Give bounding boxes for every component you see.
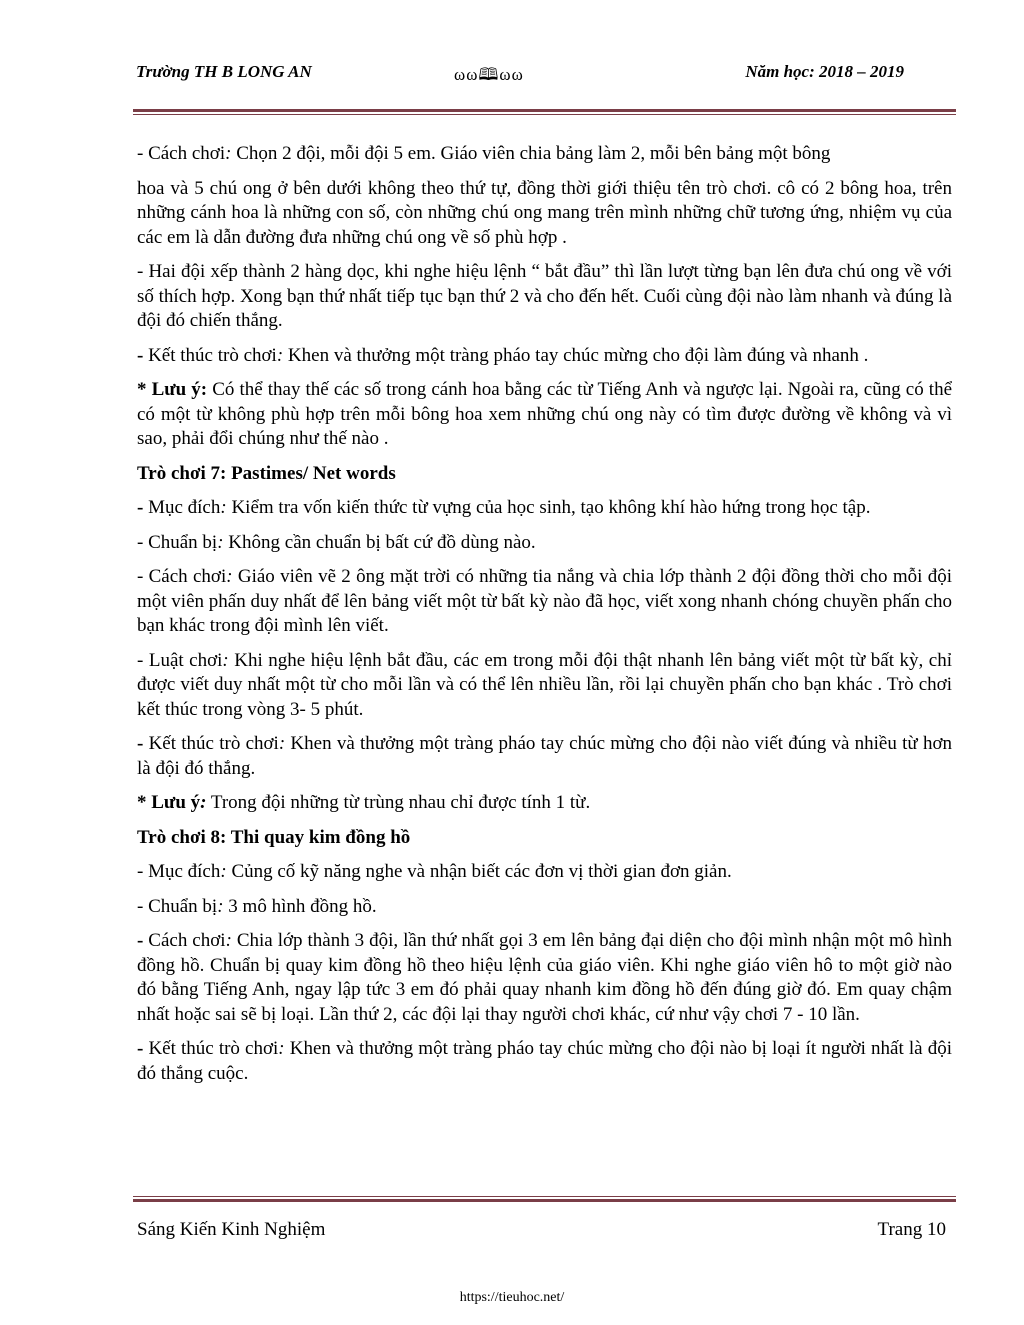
colon: :: [217, 531, 224, 553]
text: 3 mô hình đồng hồ.: [223, 895, 377, 917]
page-body: [137, 142, 952, 1096]
source-url: https://tieuhoc.net/: [459, 1290, 565, 1305]
paragraph-12: [137, 895, 952, 920]
paragraph-13: [137, 929, 952, 1027]
text: Khen và thưởng một tràng pháo tay chúc mừng cho đội nào bị loại ít người nhất là đội đó thắng cuộc.: [137, 1038, 952, 1084]
label: - Mục đích: [137, 861, 221, 882]
footer-title: Sáng Kiến Kinh Nghiệm: [137, 1219, 326, 1240]
header-rule-thick: [133, 109, 956, 112]
text: Chọn 2 đội, mỗi đội 5 em. Giáo viên chia bảng làm 2, mỗi bên bảng một bông: [231, 143, 831, 164]
colon: :: [225, 143, 232, 164]
text: Kiểm tra vốn kiến thức từ vựng của học sinh, tạo không khí hào hứng trong học tập.: [226, 497, 871, 518]
paragraph-11: [137, 860, 952, 885]
label: Kết thúc trò chơi: [143, 733, 279, 754]
text: Khen và thưởng một tràng pháo tay chúc mừng cho đội làm đúng và nhanh .: [283, 344, 869, 366]
colon: :: [220, 861, 227, 882]
paragraph-1: [137, 142, 952, 167]
header-rule-thin: [133, 114, 956, 115]
colon: :: [222, 649, 229, 671]
paragraph-14: [137, 1037, 952, 1086]
label: - Cách chơi: [137, 566, 227, 587]
paragraph-10: [137, 791, 952, 816]
colon: :: [225, 930, 232, 951]
label: - Chuẩn bị: [137, 531, 218, 553]
paragraph-3: [137, 344, 952, 369]
label: Cách chơi: [143, 930, 226, 951]
label: - Chuẩn bị: [137, 895, 218, 917]
text: Trong đội những từ trùng nhau chỉ được tính 1 từ.: [206, 792, 591, 813]
label: * Lưu ý: [137, 792, 201, 813]
paragraph-2: - Hai đội xếp thành 2 hàng dọc, khi nghe hiệu lệnh “ bắt đầu” thì lần lượt từng bạn lên đưa chú ong về với số thích hợp. Xong bạn thứ nhất tiếp tục bạn thứ 2 và cho đến hết. Cuối cùng đội nào làm nhanh và đúng là đội đó chiến thắng.: [137, 261, 952, 331]
paragraph-9: [137, 732, 952, 781]
colon: :: [200, 792, 207, 813]
label: Kết thúc trò chơi: [143, 344, 277, 366]
text: Không cần chuẩn bị bất cứ đồ dùng nào.: [223, 531, 536, 553]
colon: :: [278, 1038, 285, 1059]
colon: :: [220, 497, 227, 518]
colon: :: [276, 344, 284, 366]
text: Khen và thưởng một tràng pháo tay chúc mừng cho đội nào viết đúng và nhiều từ hơn là đội đó thắng.: [137, 733, 952, 779]
text: Khi nghe hiệu lệnh bắt đầu, các em trong mỗi đội thật nhanh lên bảng viết một từ bất kỳ, chỉ được viết duy nhất một từ cho mỗi lần và có thể lên nhiều lần, rồi lại chuyền phấn cho bạn khác . Trò chơi kết thúc trong vòng 3- 5 phút.: [137, 649, 952, 720]
dash: -: [137, 1038, 144, 1059]
label: - Luật chơi: [137, 649, 223, 671]
text: Chia lớp thành 3 đội, lần thứ nhất gọi 3 em lên bảng đại diện cho đội mình nhận một mô hình đồng hồ. Chuẩn bị quay kim đồng hồ theo hiệu lệnh của giáo viên. Khi nghe giáo viên hô to một giờ nào đó bằng Tiếng Anh, ngay lập tức 3 em đó phải quay nhanh kim đồng hồ đến đúng giờ đó. Em quay chậm nhất hoặc sai sẽ bị loại. Lần thứ 2, các đội lại thay người chơi khác, cứ như vậy chơi 7 - 10 lần.: [137, 930, 952, 1025]
text: Củng cố kỹ năng nghe và nhận biết các đơn vị thời gian đơn giản.: [226, 861, 732, 882]
footer-rule-thin: [133, 1196, 956, 1197]
paragraph-7: [137, 565, 952, 639]
text: Có thể thay thế các số trong cánh hoa bằng các từ Tiếng Anh và ngược lại. Ngoài ra, cũng có thể có một từ không phù hợp trên mỗi bông hoa xem những chú ong này có tìm được đường về không và vì sao, phải đổi chúng như thế nào .: [137, 379, 952, 449]
label: - Cách chơi: [137, 143, 226, 164]
dash: -: [137, 497, 144, 518]
colon: :: [226, 566, 233, 587]
heading-game-7: Trò chơi 7: Pastimes/ Net words: [137, 462, 396, 484]
page-number: Trang 10: [877, 1219, 946, 1240]
school-name: Trường TH B LONG AN: [136, 62, 312, 81]
page-header: [136, 62, 904, 86]
paragraph-8: [137, 649, 952, 723]
colon: :: [278, 733, 286, 754]
label: Mục đích: [143, 497, 221, 518]
school-year: Năm học: 2018 – 2019: [745, 62, 904, 81]
footer-rule-thick: [133, 1199, 956, 1202]
paragraph-4: [137, 378, 952, 452]
dash: -: [137, 344, 144, 366]
paragraph-1b: hoa và 5 chú ong ở bên dưới không theo thứ tự, đồng thời giới thiệu tên trò chơi. cô có 2 bông hoa, trên những cánh hoa là những con số, còn những chú ong mang trên mình những chữ tương ứng, nhiệm vụ của các em là dẫn đường đưa những chú ong về số phù hợp .: [137, 177, 952, 248]
heading-game-8: Trò chơi 8: Thi quay kim đồng hồ: [137, 826, 411, 848]
label: Kết thúc trò chơi: [143, 1038, 279, 1059]
header-ornament-icon: ωω🕮ωω: [454, 65, 524, 84]
text: Giáo viên vẽ 2 ông mặt trời có những tia nắng và chia lớp thành 2 đội đồng thời cho mỗi đội một viên phấn duy nhất để lên bảng viết một từ bất kỳ nào đã học, viết xong nhanh chóng chuyền phấn cho bạn khác trong đội mình lên viết.: [137, 566, 952, 636]
dash: -: [137, 930, 144, 951]
colon: :: [217, 895, 224, 917]
label: * Lưu ý:: [137, 379, 208, 400]
dash: -: [137, 733, 144, 754]
paragraph-5: [137, 496, 952, 521]
paragraph-6: [137, 531, 952, 556]
